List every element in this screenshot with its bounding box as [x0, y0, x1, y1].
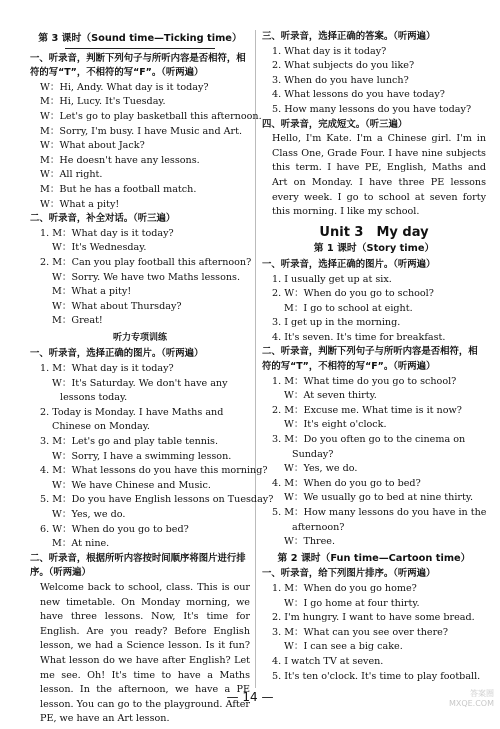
d1-line: W：Yes, we do. — [52, 509, 126, 520]
s2-line: M：What a pity! — [52, 286, 132, 298]
s2-line: 2. M：Can you play football this afternoon? — [40, 256, 252, 268]
u3-line: 3. M：What can you see over there? — [272, 626, 448, 638]
s1-line: M：He doesn't have any lessons. — [40, 154, 200, 166]
s1-line: M：Sorry, I'm busy. I have Music and Art. — [40, 125, 243, 137]
u2-line: Sunday? — [292, 448, 334, 460]
s1-line: M：But he has a football match. — [40, 183, 197, 195]
left-column — [30, 30, 274, 727]
s1-line: W：All right. — [40, 169, 103, 181]
title-rule — [65, 48, 215, 49]
d1-question: 一、听录音，选择正确的图片。（听两遍） — [30, 348, 204, 360]
s2-question: 二、听录音，补全对话。（听三遍） — [30, 213, 176, 225]
d2-passage: Welcome back to school, class. This is our new timetable. On Monday morning, we have three lessons. Now, It's time for English. Are you ready? Before English lesson, we had a Science lesson. Is it fun? What lesson do we have after English? Let me see. Oh! It's time to have a Maths lesson. In the afternoon, we have a PE lesson. You can go to the playground. After PE, we have an Art lesson. — [40, 581, 250, 725]
u2-line: 1. M：What time do you go to school? — [272, 375, 457, 387]
s3-line: 4. What lessons do you have today? — [272, 89, 445, 101]
u1-line: 3. I get up in the morning. — [272, 317, 401, 329]
u3-title: 第 2 课时（Fun time—Cartoon time） — [277, 552, 471, 564]
d1-line: 3. M：Let's go and play table tennis. — [40, 436, 219, 448]
s1-question: 一、听录音，判断下列句子与所听内容是否相符，相符的写“T”，不相符的写“F”。（听两遍） — [30, 52, 246, 79]
s1-line: M：Hi, Lucy. It's Tuesday. — [40, 96, 166, 108]
u2-line: W：At seven thirty. — [284, 390, 377, 402]
page-number: — 14 — — [226, 690, 274, 704]
u2-line: 5. M：How many lessons do you have in the — [272, 507, 487, 518]
s3-line: 2. What subjects do you like? — [272, 60, 415, 72]
u3-question: 一、听录音，给下列图片排序。（听两遍） — [262, 568, 436, 580]
u2-line: 3. M：Do you often go to the cinema on — [272, 434, 466, 446]
s3-line: 5. How many lessons do you have today? — [272, 103, 472, 115]
u2-question: 二、听录音，判断下列句子与所听内容是否相符，相符的写“T”，不相符的写“F”。（听两遍） — [262, 346, 478, 373]
d1-line: 5. M：Do you have English lessons on Tuesday? — [40, 494, 274, 506]
unit-title: Unit 3 My day — [319, 224, 429, 240]
d1-line: 1. M：What day is it today? — [40, 363, 174, 375]
u3-line: W：I go home at four thirty. — [284, 597, 420, 609]
u1-title: 第 1 课时（Story time） — [313, 243, 435, 255]
d1-line: lessons today. — [60, 392, 128, 404]
s1-line: W：What a pity! — [40, 198, 120, 210]
u2-line: W：It's eight o'clock. — [284, 419, 387, 431]
s2-line: W：It's Wednesday. — [52, 242, 147, 254]
s3-line: 1. What day is it today? — [272, 45, 387, 57]
s3-question: 三、听录音，选择正确的答案。（听两遍） — [262, 31, 436, 42]
s1-line: W：Hi, Andy. What day is it today? — [40, 81, 209, 93]
u3-line: 5. It's ten o'clock. It's time to play football. — [272, 670, 481, 682]
u2-line: W：Three. — [284, 536, 336, 548]
s1-line: W：What about Jack? — [40, 140, 145, 152]
u3-line: 1. M：When do you go home? — [272, 582, 417, 594]
u3-line: 4. I watch TV at seven. — [272, 655, 384, 667]
d1-line: 4. M：What lessons do you have this morning? — [40, 465, 268, 477]
u3-line: W：I can see a big cake. — [284, 641, 403, 653]
lesson3-title: 第 3 课时（Sound time—Ticking time） — [38, 33, 242, 44]
s3-line: 3. When do you have lunch? — [272, 74, 409, 86]
s2-line: W：What about Thursday? — [52, 300, 182, 312]
u1-line: 2. W：When do you go to school? — [272, 288, 434, 300]
u2-line: 4. M：When do you go to bed? — [272, 477, 421, 489]
d2-question: 二、听录音，根据所听内容按时间顺序将图片进行排序。（听两遍） — [30, 552, 246, 579]
s4-passage: Hello, I'm Kate. I'm a Chinese girl. I'm in Class One, Grade Four. I have nine subjects this term. I have PE, English, Maths and Art on Monday. I have three PE lessons every week. I go to school at seven forty this morning. I like my school. — [272, 133, 486, 218]
u2-line: W：We usually go to bed at nine thirty. — [284, 492, 474, 504]
u2-line: 2. M：Excuse me. What time is it now? — [272, 404, 462, 416]
u3-line: 2. I'm hungry. I want to have some bread. — [272, 612, 475, 624]
watermark: 答案圈 MXQE.COM — [448, 689, 494, 708]
s2-line: W：Sorry. We have two Maths lessons. — [52, 271, 241, 283]
u1-line: M：I go to school at eight. — [284, 302, 413, 314]
drill-title: 听力专项训练 — [112, 332, 167, 343]
s2-line: M：Great! — [52, 315, 103, 327]
d1-line: 6. W：When do you go to bed? — [40, 523, 189, 535]
s4-question: 四、听录音，完成短文。（听三遍） — [262, 118, 408, 130]
d1-line: M：At nine. — [52, 538, 110, 550]
u1-question: 一、听录音，选择正确的图片。（听两遍） — [262, 258, 436, 270]
d1-line: W：We have Chinese and Music. — [52, 479, 211, 491]
right-column — [262, 30, 486, 684]
s1-line: W：Let's go to play basketball this afternoon. — [40, 110, 262, 122]
u2-line: afternoon? — [292, 521, 345, 533]
d1-line: 2. Today is Monday. I have Maths and — [40, 406, 224, 418]
column-divider — [255, 30, 256, 688]
u1-line: 4. It's seven. It's time for breakfast. — [272, 331, 446, 343]
u1-line: 1. I usually get up at six. — [272, 273, 392, 285]
u2-line: W：Yes, we do. — [284, 463, 358, 475]
d1-line: W：It's Saturday. We don't have any — [52, 377, 228, 389]
d1-line: Chinese on Monday. — [52, 421, 150, 433]
s2-line: 1. M：What day is it today? — [40, 227, 174, 239]
d1-line: W：Sorry, I have a swimming lesson. — [52, 450, 232, 462]
